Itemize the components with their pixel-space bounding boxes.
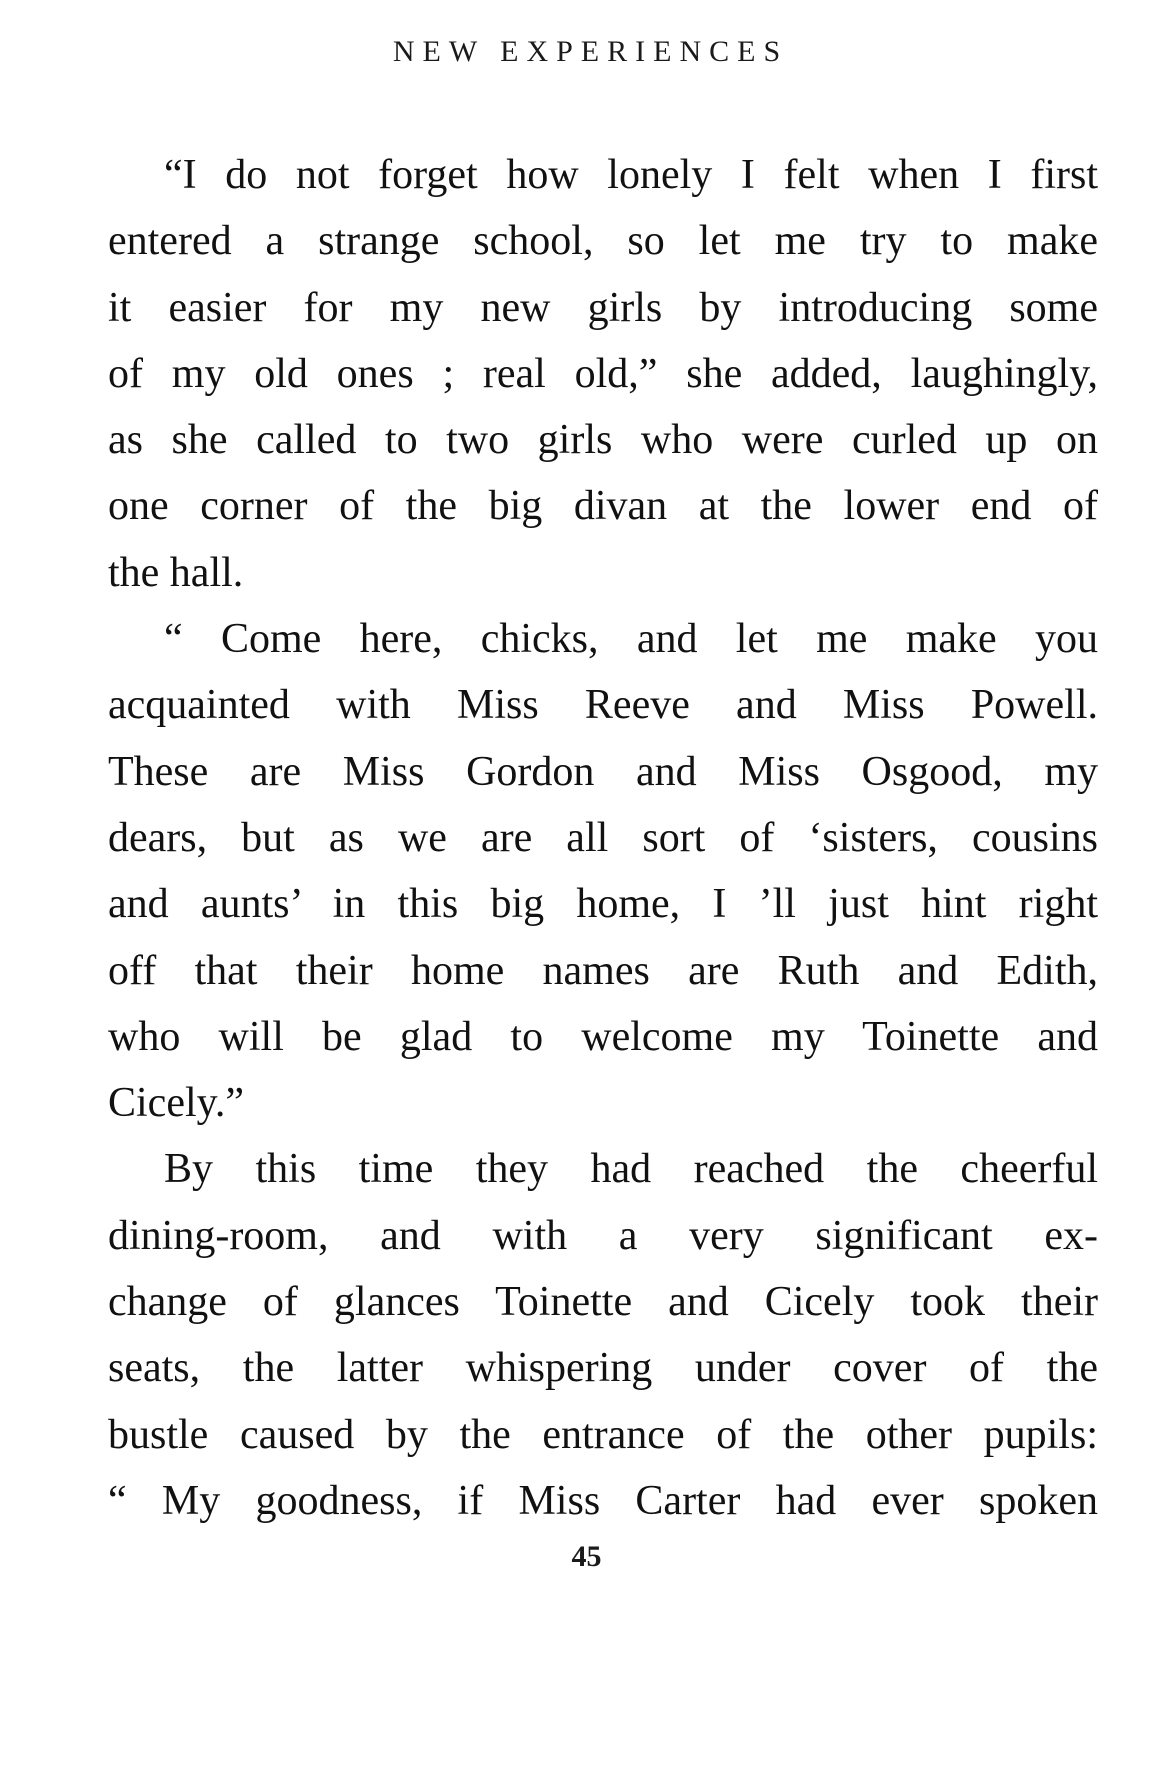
text-line: entered a strange school, so let me try to make <box>108 218 1098 265</box>
text-line: off that their home names are Ruth and Edith, <box>108 947 1098 994</box>
text-line: dears, but as we are all sort of ‘sisters, cousins <box>108 814 1098 861</box>
text-line: acquainted with Miss Reeve and Miss Powell. <box>108 682 1098 729</box>
text-line: and aunts’ in this big home, I ’ll just hint right <box>108 881 1098 928</box>
text-line: one corner of the big divan at the lower end of <box>108 483 1098 530</box>
page-number: 45 <box>571 1540 602 1573</box>
text-line: These are Miss Gordon and Miss Osgood, my <box>108 748 1098 795</box>
body-text <box>108 142 1098 1534</box>
running-head: NEW EXPERIENCES <box>392 35 789 68</box>
text-line: change of glances Toinette and Cicely took their <box>108 1279 1098 1326</box>
text-line: of my old ones ; real old,” she added, laughingly, <box>108 350 1098 397</box>
text-line: “ Come here, chicks, and let me make you <box>164 616 1098 663</box>
text-line: dining-room, and with a very significant ex- <box>108 1212 1098 1259</box>
text-line: By this time they had reached the cheerful <box>164 1146 1098 1193</box>
text-line: “ My goodness, if Miss Carter had ever spoken <box>108 1477 1098 1524</box>
text-line: “I do not forget how lonely I felt when I first <box>164 152 1098 198</box>
text-line: the hall. <box>108 549 244 596</box>
text-line: bustle caused by the entrance of the other pupils: <box>108 1411 1098 1458</box>
text-line: it easier for my new girls by introducing some <box>108 284 1098 331</box>
text-line: who will be glad to welcome my Toinette and <box>108 1013 1098 1060</box>
text-line: seats, the latter whispering under cover of the <box>108 1345 1098 1392</box>
text-line: Cicely.” <box>108 1080 245 1127</box>
text-line: as she called to two girls who were curled up on <box>108 417 1098 464</box>
